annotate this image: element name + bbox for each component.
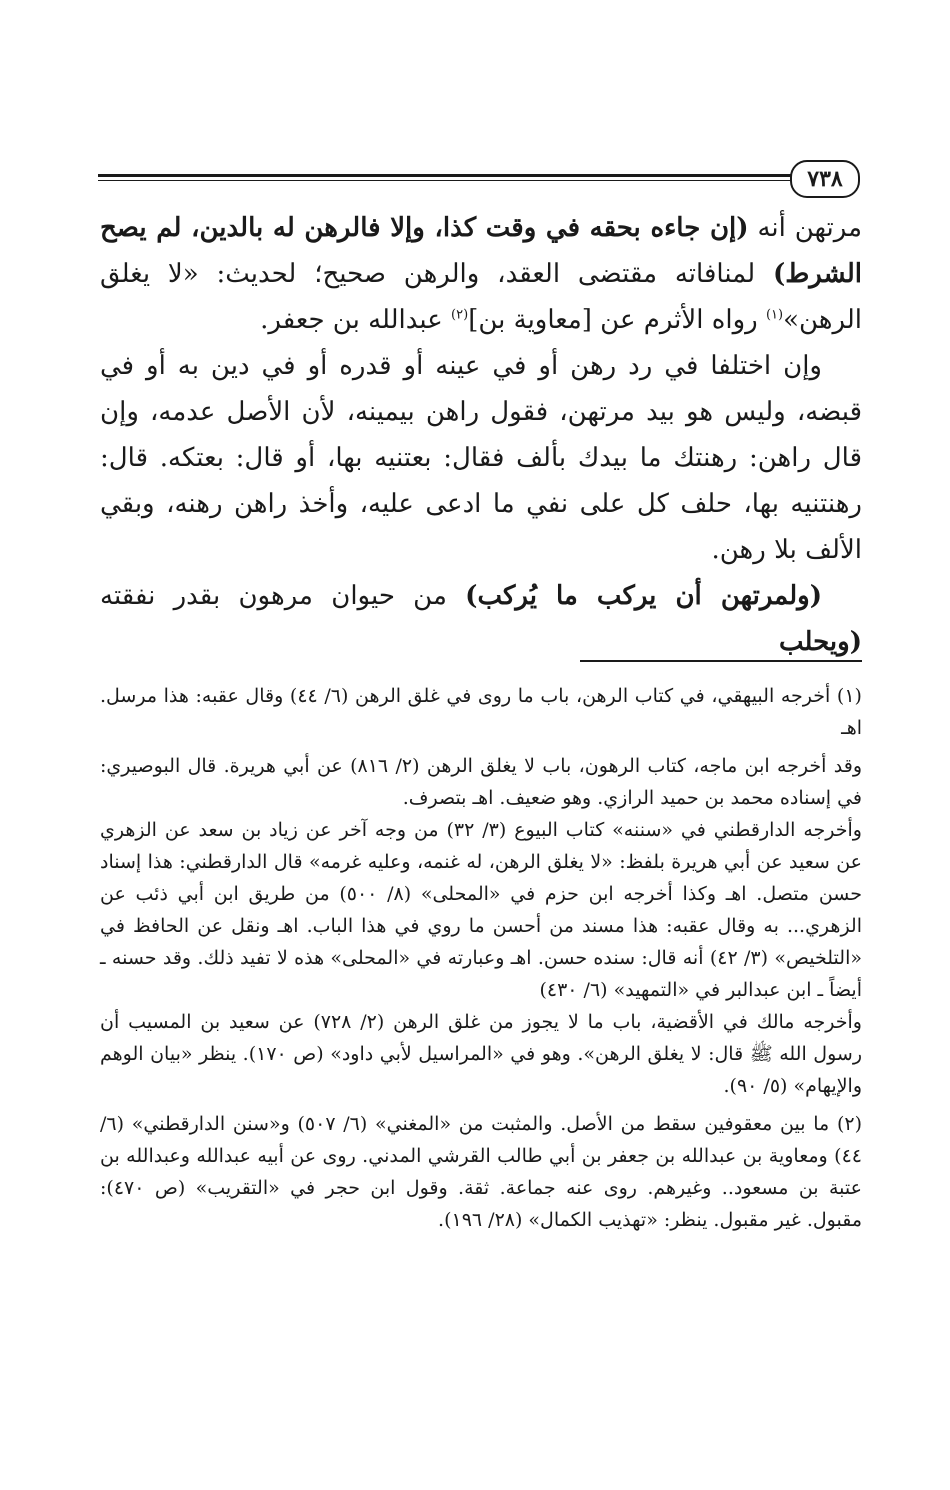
main-text (100, 205, 862, 665)
page-header (98, 158, 860, 198)
footnote-1-continued: وأخرجه مالك في الأقضية، باب ما لا يجوز من غلق الرهن (٢/ ٧٢٨) عن سعيد بن المسيب أن رسول الله ﷺ قال: لا يغلق الرهن». وهو في «المراسيل لأبي داود» (ص ١٧٠). ينظر «بيان الوهم والإيهام» (٥/ ٩٠). (100, 1011, 862, 1097)
footnote-ref-2: (٢) (451, 307, 469, 323)
footnote-ref-1: (١) (765, 307, 784, 323)
footnote-2: (٢) ما بين معقوفين سقط من الأصل. والمثبت من «المغني» (٦/ ٥٠٧) و«سنن الدارقطني» (٦/ ٤٤) ومعاوية بن عبدالله بن جعفر بن أبي طالب القرشي المدني. روى عن أبيه عبدالله وعبدالله بن عتبة بن مسعود.. وغيرهم. روى عنه جماعة. ثقة. وقول ابن حجر في «التقريب» (ص ٤٧٠): مقبول. غير مقبول. ينظر: «تهذيب الكمال» (٢٨/ ١٩٦). (100, 1113, 863, 1231)
text-span: عبدالله بن جعفر. (260, 305, 452, 335)
footnote-1: (١) أخرجه البيهقي، في كتاب الرهن، باب ما روى في غلق الرهن (٦/ ٤٤) وقال عقبه: هذا مرسل. اهـ (100, 685, 862, 739)
header-rule (98, 174, 800, 177)
text-span: رواه الأثرم عن [معاوية بن] (468, 305, 766, 335)
text-span: لمنافاته مقتضى العقد، والرهن صحيح؛ لحديث: «لا يغلق الرهن» (100, 259, 862, 335)
footnote-1-continued: وقد أخرجه ابن ماجه، كتاب الرهون، باب لا يغلق الرهن (٢/ ٨١٦) عن أبي هريرة. قال البوصيري: في إسناده محمد بن حميد الرازي. وهو ضعيف. اهـ بتصرف. (100, 755, 863, 809)
text-span: من حيوان مرهون بقدر نفقته (100, 581, 466, 611)
bold-text-span: (إن جاءه بحقه في وقت كذا، وإلا فالرهن له بالدين، لم يصح الشرط) (100, 213, 862, 289)
paragraph-2: وإن اختلفا في رد رهن أو في عينه أو قدره أو في دين به أو في قبضه، وليس هو بيد مرتهن، فقول راهن بيمينه، لأن الأصل عدمه، وإن قال راهن: رهنتك ما بيدك بألف فقال: بعتنيه بها، أو قال: بعتكه. قال: رهنتنيه بها، حلف كل على نفي ما ادعى عليه، وأخذ راهن رهنه، وبقي الألف بلا رهن. (100, 351, 863, 565)
text-span: مرتهن أنه (748, 213, 862, 243)
footnote-separator (580, 660, 862, 662)
page-number: ٧٣٨ (790, 160, 860, 198)
bold-text-span: (ولمرتهن أن يركب ما يُركب) (465, 581, 822, 611)
header-rule-thin (98, 180, 800, 181)
bold-text-span: (ويحلب (778, 627, 862, 657)
footnotes (100, 680, 862, 1236)
footnote-1-continued: وأخرجه الدارقطني في «سننه» كتاب البيوع (٣/ ٣٢) من وجه آخر عن زياد بن سعد عن الزهري عن سعيد عن أبي هريرة بلفظ: «لا يغلق الرهن، له غنمه، وعليه غرمه» قال الدارقطني: هذا إسناد حسن متصل. اهـ وكذا أخرجه ابن حزم في «المحلى» (٨/ ٥٠٠) من طريق ابن أبي ذئب عن الزهري... به وقال عقبه: هذا مسند من أحسن ما روي في هذا الباب. اهـ ونقل عن الحافظ في «التلخيص» (٣/ ٤٢) أنه قال: سنده حسن. اهـ وعبارته في «المحلى» هذه لا تفيد ذلك. وقد حسنه ـ أيضاً ـ ابن عبدالبر في «التمهيد» (٦/ ٤٣٠) (100, 819, 862, 1001)
paragraph-3 (100, 573, 862, 665)
paragraph-1 (100, 205, 862, 343)
